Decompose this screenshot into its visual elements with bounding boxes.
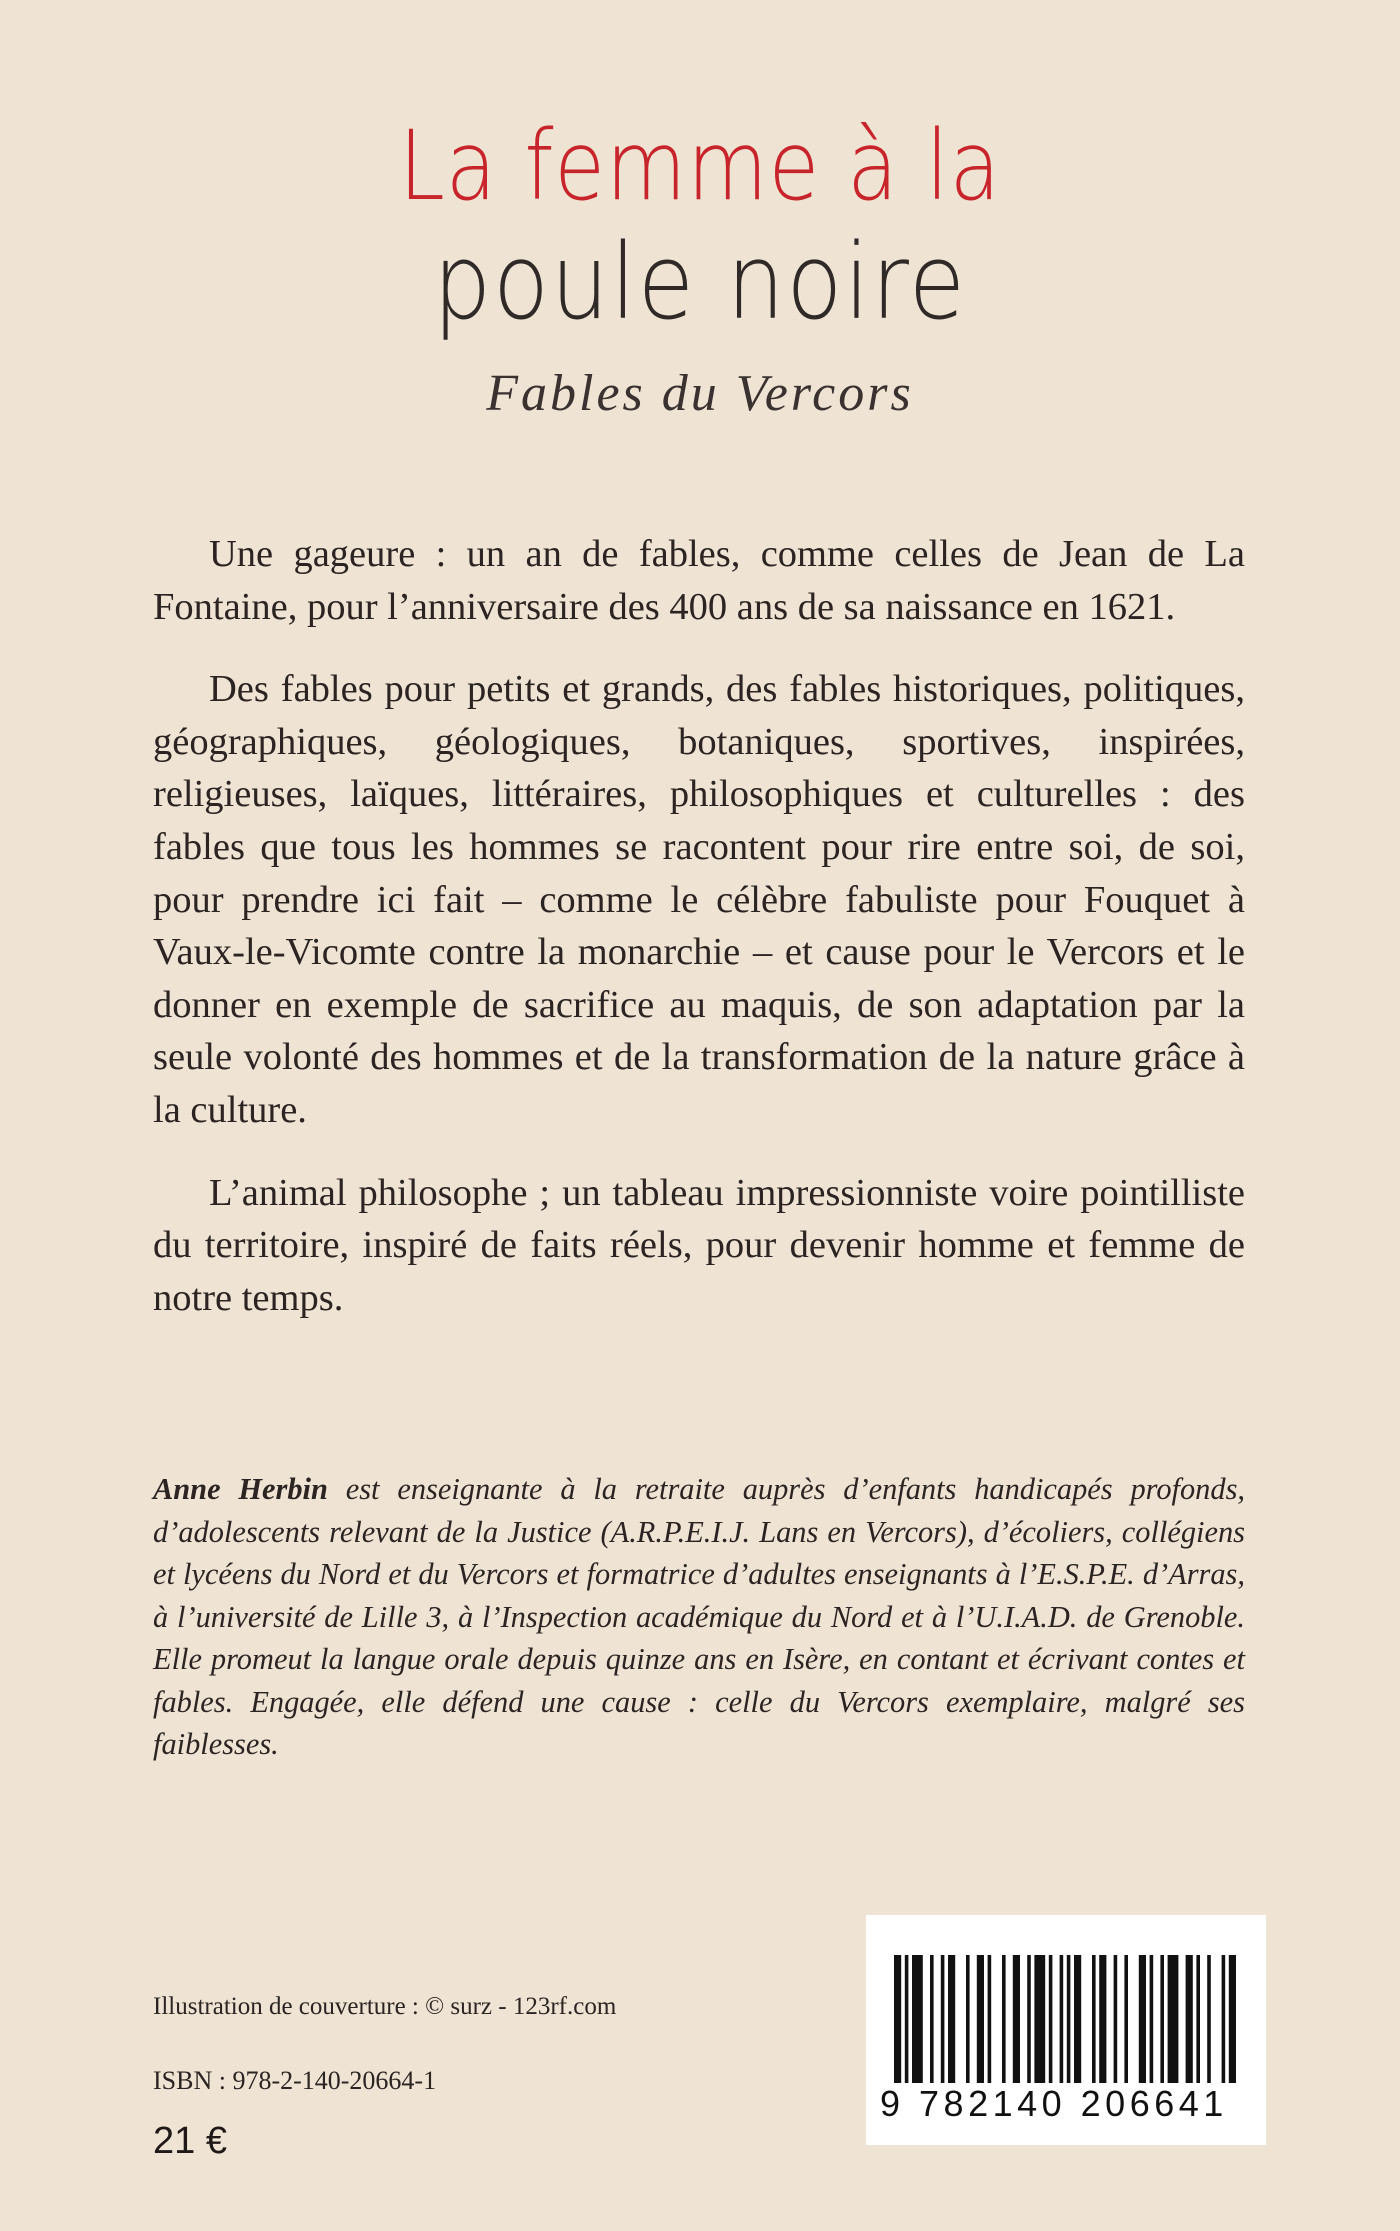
barcode-bar bbox=[988, 1955, 992, 2083]
barcode-bar bbox=[1207, 1955, 1211, 2083]
barcode-bar bbox=[912, 1955, 923, 2083]
barcode-bar bbox=[905, 1955, 909, 2083]
barcode-bar bbox=[1124, 1955, 1128, 2083]
barcode-bar bbox=[1150, 1955, 1154, 2083]
title-block bbox=[0, 110, 1400, 424]
barcode-bar bbox=[948, 1955, 955, 2083]
barcode-bar bbox=[977, 1955, 984, 2083]
blurb bbox=[153, 528, 1245, 1354]
price: 21 € bbox=[153, 2120, 227, 2162]
barcode-bar bbox=[1092, 1955, 1096, 2083]
blurb-paragraph: L’animal philosophe ; un tableau impressionniste voire pointilliste du territoire, inspiré de faits réels, pour devenir homme et femme de notre temps. bbox=[153, 1171, 1245, 1319]
barcode-bar bbox=[1060, 1955, 1064, 2083]
illustration-credit: Illustration de couverture : © surz - 123rf.com bbox=[153, 1993, 617, 2020]
barcode bbox=[866, 1915, 1266, 2145]
isbn: ISBN : 978-2-140-20664-1 bbox=[153, 2066, 437, 2095]
author-bio bbox=[153, 1468, 1245, 1766]
barcode-bar bbox=[894, 1955, 901, 2083]
barcode-bar bbox=[1186, 1955, 1193, 2083]
title-line-1: La femme à la bbox=[398, 110, 1002, 222]
barcode-bars bbox=[894, 1955, 1238, 2083]
blurb-paragraph: Des fables pour petits et grands, des fables historiques, politiques, géographiques, géologiques, botaniques, sportives, inspirées, religieuses, laïques, littéraires, philosophiques et culturelles : des fables que tous les hommes se racontent pour rire entre soi, de soi, pour prendre ici fait – comme le célèbre fabuliste pour Fouquet à Vaux-le-Vicomte contre la monarchie – et cause pour le Vercors et le donner en exemple de sacrifice au maquis, de son adaptation par la seule volonté des hommes et de la transformation de la nature grâce à la culture. bbox=[153, 668, 1245, 1131]
barcode-bar bbox=[1027, 1955, 1031, 2083]
barcode-digits: 9 782140 206641 bbox=[880, 2083, 1228, 2124]
barcode-bar bbox=[1114, 1955, 1118, 2083]
barcode-bar bbox=[1013, 1955, 1020, 2083]
blurb-paragraph: Une gageure : un an de fables, comme celles de Jean de La Fontaine, pour l’anniversaire des 400 ans de sa naissance en 1621. bbox=[153, 533, 1245, 628]
subtitle: Fables du Vercors bbox=[486, 365, 914, 422]
barcode-bar bbox=[1067, 1955, 1071, 2083]
barcode-bar bbox=[1034, 1955, 1045, 2083]
barcode-bar bbox=[1139, 1955, 1146, 2083]
barcode-bar bbox=[1229, 1955, 1236, 2083]
barcode-bar bbox=[966, 1955, 970, 2083]
author-bio-text: est enseignante à la retraite auprès d’enfants handicapés profonds, d’adolescents relevant de la Justice (A.R.P.E.I.J. Lans en Vercors), d’écoliers, collégiens et lycéens du Nord et du Vercors et formatrice d’adultes enseignants à l’E.S.P.E. d’Arras, à l’université de Lille 3, à l’Inspection académique du Nord et à l’U.I.A.D. de Grenoble. Elle promeut la langue orale depuis quinze ans en Isère, en contant et écrivant contes et fables. Engagée, elle défend une cause : celle du Vercors exemplaire, malgré ses faiblesses. bbox=[153, 1472, 1245, 1761]
barcode-bar bbox=[941, 1955, 945, 2083]
barcode-bar bbox=[1002, 1955, 1006, 2083]
barcode-bar bbox=[1099, 1955, 1106, 2083]
author-name: Anne Herbin bbox=[153, 1472, 328, 1506]
barcode-bar bbox=[1049, 1955, 1053, 2083]
barcode-bar bbox=[1168, 1955, 1179, 2083]
barcode-bar bbox=[1222, 1955, 1226, 2083]
barcode-bar bbox=[1160, 1955, 1164, 2083]
barcode-bar bbox=[1074, 1955, 1081, 2083]
barcode-bar bbox=[1196, 1955, 1200, 2083]
title-line-2: poule noire bbox=[433, 221, 967, 343]
barcode-bar bbox=[930, 1955, 934, 2083]
